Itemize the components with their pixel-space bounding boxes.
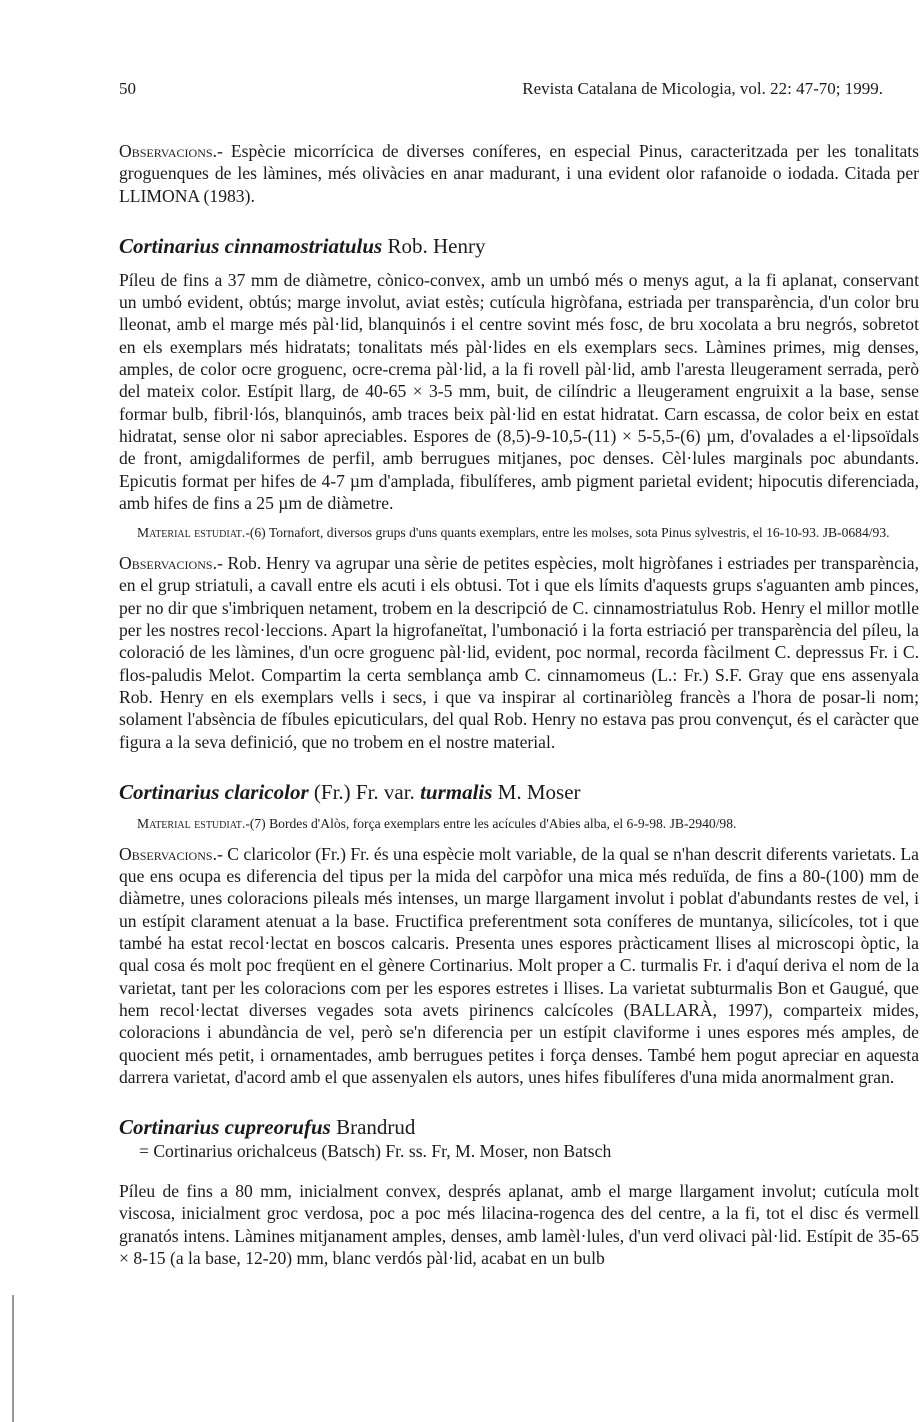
running-title: Revista Catalana de Micologia, vol. 22: 47-70; 1999.	[522, 79, 883, 98]
page-number: 50	[119, 79, 136, 98]
material-label: Material estudiat	[137, 525, 242, 541]
observations-paragraph	[119, 140, 919, 207]
material-label: Material estudiat	[137, 815, 242, 831]
observations-text: .- C claricolor (Fr.) Fr. és una espècie molt variable, de la qual se n'han descrit diferents varietats. La que ens ocupa es diferencia del tipus per la mida del carpòfor una mica més reduïda, de fins a 80-(100) mm de diàmetre, unes coloracions pileals més intenses, un marge llargament involut i poblat d'abundants restes de vel, i un estípit clarament atenuat a la base. Fructifica preferentment sota coníferes de muntanya, silicícoles, tot i que també ha estat recol·lectat en boscos calcaris. Presenta unes espores pràcticament llises al microscopi òptic, la qual cosa és molt poc freqüent en el gènere Cortinarius. Molt proper a C. turmalis Fr. i d'aquí deriva el nom de la varietat, tant per les coloracions com per les espores estretes i llises. La varietat subturmalis Bon et Gaugué, que hem recol·lectat diverses vegades sota avets pirinencs calcícoles (BALLARÀ, 1997), comparteix mides, coloracions i abundància de vel, però se'n diferencia per un estípit claviforme i unes espores més amples, de quocient més petit, i ornamentades, amb berrugues petites i força denses. També hem pogut apreciar en aquesta darrera varietat, d'acord amb el que assenyalen els autors, unes hifes fibulíferes d'una mida anormalment gran.	[119, 843, 919, 1087]
species-name: Cortinarius claricolor	[119, 779, 309, 804]
material-studied	[119, 524, 919, 542]
material-text: .-(6) Tornafort, diversos grups d'uns quants exemplars, entre les molses, sota Pinus sylvestris, el 16-10-93. JB-0684/93.	[241, 525, 890, 541]
species-heading	[119, 233, 919, 259]
species-name: Cortinarius cupreorufus	[119, 1115, 331, 1140]
observations-text: .- Rob. Henry va agrupar una sèrie de petites espècies, molt higròfanes i estriades per transparència, en el grup striatuli, a cavall entre els acuti i els obtusi. Tot i que els límits d'aquests grups s'aguanten amb pinces, per no dir que s'imbriquen netament, trobem en la descripció de C. cinnamostriatulus Rob. Henry el millor motlle per les nostres recol·leccions. Apart la higrofaneïtat, l'umbonació i la forta estriació per transparència del píleu, la coloració de les làmines, d'un ocre groguenc pàl·lid, evident, poc normal, recorda fàcilment C. depressus Fr. i C. flos-paludis Melot. Compartim la certa semblança amb C. cinnamomeus (L.: Fr.) S.F. Gray que ens assenyala Rob. Henry en els exemplars vells i secs, i que va inspirar al cortinariòleg francès a l'hora de posar-li nom; solament l'absència de fíbules epicuticulars, del qual Rob. Henry no estava pas prou convençut, és el caràcter que figura a la seva definició, que no trobem en el nostre material.	[119, 553, 919, 752]
observations-label: Observacions	[119, 843, 213, 864]
species-name: Cortinarius cinnamostriatulus	[119, 233, 383, 258]
observations-label: Observacions	[119, 141, 213, 161]
species-heading	[119, 1114, 919, 1140]
page-header	[119, 79, 883, 103]
species-synonym: = Cortinarius orichalceus (Batsch) Fr. ss. Fr, M. Moser, non Batsch	[139, 1141, 612, 1162]
species-description: Píleu de fins a 80 mm, inicialment convex, després aplanat, amb el marge llargament involut; cutícula molt viscosa, inicialment groc verdosa, poc a poc més lilacina-rogenca des del centre, a la fi, tot el disc és vermell granatós intens. Làmines mitjanament amples, denses, amb lamèl·lules, d'un verd olivaci pàl·lid. Estípit de 35-65 × 8-15 (a la base, 12-20) mm, blanc verdós pàl·lid, acabat en un bulb	[119, 1181, 919, 1268]
observations-paragraph	[119, 552, 919, 753]
species-description: Píleu de fins a 37 mm de diàmetre, cònico-convex, amb un umbó més o menys agut, a la fi aplanat, conservant un umbó evident, obtús; marge involut, aviat estès; cutícula higròfana, estriada per transparència, d'un color bru lleonat, amb el marge més pàl·lid, blanquinós i el centre sovint més fosc, de bru xocolata a bru negrós, sobretot en els exemplars més hidratats; tonalitats més pàl·lides en els exemplars secs. Làmines primes, mig denses, amples, de color ocre groguenc, ocre-crema pàl·lid, a la fi rovell pàl·lid, amb l'aresta lleugerament serrada, però del mateix color. Estípit llarg, de 40-65 × 3-5 mm, buit, de cilíndric a lleugerament engruixit a la base, sense formar bulb, fibril·lós, blanquinós, amb traces beix pàl·lid en estat hidratat. Carn escassa, de color beix en estat hidratat, sense olor ni sabor apreciables. Espores de (8,5)-9-10,5-(11) × 5-5,5-(6) µm, d'ovalades a el·lipsoïdals de front, amigdaliformes de perfil, amb berrugues mitjanes, poc denses. Cèl·lules marginals poc abundants. Epicutis format per hifes de 4-7 µm d'amplada, fibulíferes, amb pigment parietal evident; hipocutis diferenciada, amb hifes de fins a 25 µm de diàmetre.	[119, 269, 919, 513]
observations-paragraph	[119, 843, 919, 1088]
variety-name: turmalis	[420, 779, 493, 804]
species-author-part: (Fr.) Fr. var.	[308, 779, 421, 804]
species-author: M. Moser	[492, 779, 581, 804]
observations-label: Observacions	[119, 553, 213, 574]
page-body	[119, 140, 919, 1269]
material-text: .-(7) Bordes d'Alòs, força exemplars entre les acícules d'Abies alba, el 6-9-98. JB-2940/98.	[241, 815, 737, 831]
species-heading	[119, 779, 919, 805]
species-author: Brandrud	[330, 1115, 416, 1140]
observations-text: .- Espècie micorrícica de diverses coníferes, en especial Pinus, caracteritzada per les tonalitats groguenques de les làmines, més olivàcies en anar madurant, i una evident olor rafanoide o iodada. Citada per LLIMONA (1983).	[119, 141, 919, 206]
species-author: Rob. Henry	[382, 233, 486, 258]
material-studied	[119, 815, 919, 833]
scan-artifact-line	[12, 1295, 14, 1422]
